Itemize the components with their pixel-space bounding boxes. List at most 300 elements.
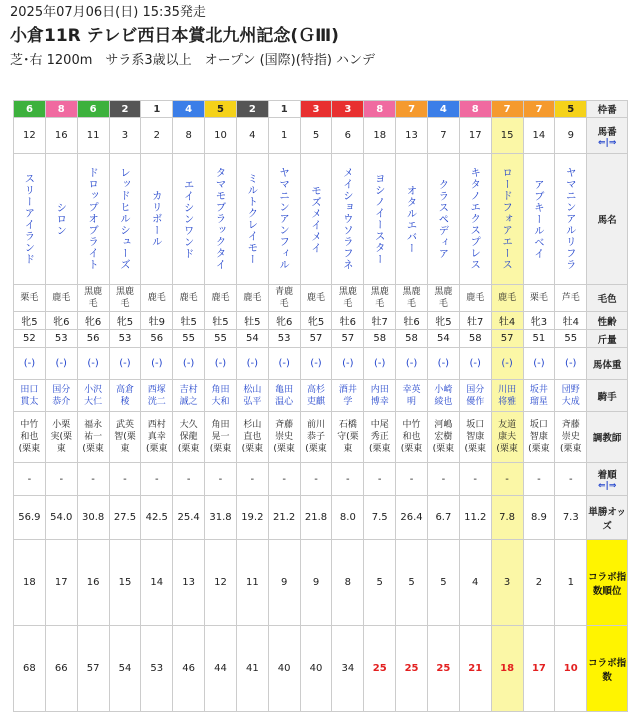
trainer-name: 友道康夫(栗東 xyxy=(496,420,518,454)
jockey-link[interactable]: 角田大和 xyxy=(211,384,230,407)
finish-value: - xyxy=(186,473,191,485)
cell-name[interactable] xyxy=(268,154,300,285)
index-value: 18 xyxy=(500,663,515,674)
row-label-text: 馬体重 xyxy=(592,359,622,371)
cell-sexage xyxy=(396,312,428,330)
umaban-value: 8 xyxy=(185,130,192,141)
trainer-name: 杉山直也(栗東 xyxy=(241,420,264,454)
umaban-value: 2 xyxy=(153,130,160,141)
jockey-link[interactable]: 高倉稜 xyxy=(115,384,134,407)
cell-finish xyxy=(141,463,173,496)
weight-value: 57 xyxy=(309,333,323,344)
cell-umaban xyxy=(459,118,491,154)
cell-finish xyxy=(268,463,300,496)
cell-odds xyxy=(205,496,237,540)
weight-value: 58 xyxy=(373,333,387,344)
index-value: 25 xyxy=(404,663,419,674)
cell-bw xyxy=(77,348,109,380)
cell-weight xyxy=(523,330,555,348)
cell-coat xyxy=(364,285,396,312)
cell-name[interactable] xyxy=(45,154,77,285)
horse-name-link[interactable]: ミルトクレイモー xyxy=(246,173,259,265)
cell-trainer xyxy=(364,412,396,463)
cell-umaban xyxy=(268,118,300,154)
sexage-value: 牡9 xyxy=(148,317,165,328)
finish-value: - xyxy=(154,473,159,485)
cell-name[interactable] xyxy=(491,154,523,285)
row-label-text: 馬番 xyxy=(597,126,617,138)
cell-name[interactable] xyxy=(173,154,205,285)
cell-name[interactable] xyxy=(364,154,396,285)
jockey-link[interactable]: 幸英明 xyxy=(402,384,421,407)
cell-bw xyxy=(396,348,428,380)
cell-odds xyxy=(14,496,46,540)
weight-value: 55 xyxy=(214,333,227,344)
body-weight-value: (-) xyxy=(533,358,545,369)
cell-jockey[interactable] xyxy=(427,380,459,412)
trainer-name: 斉藤崇史(栗東 xyxy=(560,420,582,454)
cell-finish xyxy=(364,463,396,496)
row-label-text: 調教師 xyxy=(592,433,622,444)
sexage-value: 牝6 xyxy=(84,317,102,328)
jockey-link[interactable]: 国分優作 xyxy=(466,384,485,407)
cell-index xyxy=(268,626,300,712)
finish-value: - xyxy=(377,473,382,485)
horse-name-link[interactable]: ロードフォアエース xyxy=(501,167,514,271)
cell-sexage xyxy=(300,312,332,330)
cell-coat xyxy=(45,285,77,312)
cell-name[interactable] xyxy=(14,154,46,285)
row-odds xyxy=(14,496,628,540)
cell-jockey[interactable] xyxy=(205,380,237,412)
cell-name[interactable] xyxy=(77,154,109,285)
cell-odds xyxy=(523,496,555,540)
cell-odds xyxy=(141,496,173,540)
horse-name-link[interactable]: タマモブラックタイ xyxy=(214,167,227,271)
cell-coat xyxy=(236,285,268,312)
odds-value: 19.2 xyxy=(241,512,264,523)
cell-rank xyxy=(14,540,46,626)
jockey-link[interactable]: 小崎綾也 xyxy=(434,384,453,407)
cell-waku: 7 xyxy=(491,101,523,118)
cell-jockey[interactable] xyxy=(491,380,523,412)
cell-sexage xyxy=(205,312,237,330)
umaban-value: 7 xyxy=(440,130,447,141)
cell-coat xyxy=(491,285,523,312)
cell-odds xyxy=(364,496,396,540)
cell-jockey[interactable] xyxy=(236,380,268,412)
cell-finish xyxy=(427,463,459,496)
finish-value: - xyxy=(441,473,446,485)
cell-waku: 7 xyxy=(523,101,555,118)
finish-value: - xyxy=(314,473,318,485)
rank-value: 17 xyxy=(54,577,68,588)
cell-sexage xyxy=(268,312,300,330)
cell-umaban xyxy=(555,118,587,154)
cell-jockey[interactable] xyxy=(173,380,205,412)
cell-jockey[interactable] xyxy=(141,380,173,412)
body-weight-value: (-) xyxy=(55,358,67,369)
cell-bw xyxy=(141,348,173,380)
umaban-value: 4 xyxy=(249,130,256,141)
cell-finish xyxy=(109,463,141,496)
rank-value: 12 xyxy=(214,577,227,588)
cell-trainer xyxy=(205,412,237,463)
cell-name[interactable] xyxy=(555,154,587,285)
cell-jockey[interactable] xyxy=(300,380,332,412)
entries-table xyxy=(13,100,628,712)
cell-jockey[interactable] xyxy=(268,380,300,412)
cell-finish xyxy=(300,463,332,496)
cell-jockey[interactable] xyxy=(523,380,555,412)
cell-trainer xyxy=(14,412,46,463)
horse-name-link[interactable]: シロン xyxy=(55,201,68,237)
cell-trainer xyxy=(268,412,300,463)
odds-value: 27.5 xyxy=(113,512,137,523)
horse-name-link[interactable]: ヤマニンアルリフラ xyxy=(564,167,577,271)
body-weight-value: (-) xyxy=(310,358,322,369)
trainer-name: 武英智(栗東 xyxy=(114,420,136,454)
cell-bw xyxy=(236,348,268,380)
cell-rank xyxy=(45,540,77,626)
cell-jockey[interactable] xyxy=(77,380,109,412)
cell-jockey[interactable] xyxy=(459,380,491,412)
sexage-value: 牝5 xyxy=(435,317,452,328)
cell-umaban xyxy=(427,118,459,154)
sort-arrows[interactable]: ⇐|⇒ xyxy=(598,481,617,491)
cell-rank xyxy=(396,540,428,626)
cell-bw xyxy=(173,348,205,380)
cell-weight xyxy=(396,330,428,348)
cell-index xyxy=(77,626,109,712)
index-value: 40 xyxy=(309,663,323,674)
cell-rank xyxy=(77,540,109,626)
cell-index xyxy=(491,626,523,712)
coat-color: 黒鹿毛 xyxy=(370,287,389,309)
cell-jockey[interactable] xyxy=(332,380,364,412)
cell-sexage xyxy=(14,312,46,330)
jockey-link[interactable]: 坂井瑠星 xyxy=(529,384,548,407)
cell-trainer xyxy=(173,412,205,463)
row-label-text: 馬名 xyxy=(597,215,617,226)
cell-name[interactable] xyxy=(427,154,459,285)
odds-value: 25.4 xyxy=(177,512,200,523)
weight-value: 54 xyxy=(245,333,259,344)
rank-value: 2 xyxy=(535,577,543,588)
body-weight-value: (-) xyxy=(87,358,99,369)
finish-value: - xyxy=(250,473,255,485)
cell-jockey[interactable] xyxy=(555,380,587,412)
horse-name-link[interactable]: メイショウソラフネ xyxy=(341,167,354,271)
sexage-value: 牡6 xyxy=(339,317,357,328)
jockey-link[interactable]: 亀田温心 xyxy=(275,384,294,407)
index-value: 25 xyxy=(372,663,387,674)
horse-name-link[interactable]: モズメイメイ xyxy=(310,184,323,254)
trainer-name: 中尾秀正(栗東 xyxy=(368,420,391,454)
cell-waku: 8 xyxy=(459,101,491,118)
coat-color: 鹿毛 xyxy=(243,293,262,303)
cell-index xyxy=(555,626,587,712)
body-weight-value: (-) xyxy=(469,358,481,369)
rank-value: 9 xyxy=(280,577,288,588)
cell-odds xyxy=(332,496,364,540)
cell-finish xyxy=(491,463,523,496)
cell-waku: 1 xyxy=(141,101,173,118)
cell-index xyxy=(109,626,141,712)
rank-value: 5 xyxy=(376,577,383,588)
sexage-value: 牡7 xyxy=(371,317,388,328)
body-weight-value: (-) xyxy=(151,358,163,369)
cell-jockey[interactable] xyxy=(364,380,396,412)
horse-name-link[interactable]: ヤマニンアンフィル xyxy=(278,167,291,271)
odds-value: 21.2 xyxy=(273,512,296,523)
body-weight-value: (-) xyxy=(373,358,386,369)
cell-sexage xyxy=(236,312,268,330)
odds-value: 7.5 xyxy=(371,512,388,523)
cell-umaban xyxy=(364,118,396,154)
coat-color: 鹿毛 xyxy=(52,293,71,303)
row-label-text: 性齢 xyxy=(597,316,617,328)
odds-value: 56.9 xyxy=(18,512,41,523)
trainer-name: 石橋守(栗東 xyxy=(337,420,359,454)
jockey-link[interactable]: 酒井学 xyxy=(338,384,357,407)
trainer-name: 小栗実(栗東 xyxy=(50,420,73,454)
trainer-name: 大久保龍(栗東 xyxy=(177,420,200,454)
row-label-text: 枠番 xyxy=(597,105,617,116)
row-name xyxy=(14,154,628,285)
cell-waku: 7 xyxy=(396,101,428,118)
cell-name[interactable] xyxy=(236,154,268,285)
umaban-value: 3 xyxy=(121,130,129,141)
coat-color: 鹿毛 xyxy=(498,293,517,303)
cell-trainer xyxy=(300,412,332,463)
sort-arrows[interactable]: ⇐|⇒ xyxy=(598,137,617,148)
row-label-umaban xyxy=(587,118,628,154)
trainer-name: 斉藤崇史(栗東 xyxy=(273,420,295,454)
finish-value: - xyxy=(123,473,127,485)
horse-name-link[interactable]: エイシンワンド xyxy=(182,178,195,260)
cell-umaban xyxy=(491,118,523,154)
cell-weight xyxy=(236,330,268,348)
coat-color: 鹿毛 xyxy=(179,293,198,303)
cell-waku: 2 xyxy=(109,101,141,118)
row-label-jockey xyxy=(587,380,628,412)
weight-value: 58 xyxy=(405,333,418,344)
jockey-link[interactable]: 松山弘平 xyxy=(243,384,262,407)
cell-name[interactable] xyxy=(109,154,141,285)
cell-waku: 6 xyxy=(14,101,46,118)
horse-name-link[interactable]: オタルエバー xyxy=(405,184,418,254)
body-weight-value: (-) xyxy=(405,358,418,369)
cell-jockey[interactable] xyxy=(109,380,141,412)
cell-rank xyxy=(141,540,173,626)
cell-sexage xyxy=(109,312,141,330)
jockey-link[interactable]: 吉村誠之 xyxy=(179,384,198,407)
row-coat xyxy=(14,285,628,312)
odds-value: 11.2 xyxy=(464,512,487,523)
cell-name[interactable] xyxy=(141,154,173,285)
cell-finish xyxy=(236,463,268,496)
cell-jockey[interactable] xyxy=(14,380,46,412)
cell-rank xyxy=(491,540,523,626)
cell-bw xyxy=(45,348,77,380)
row-weight xyxy=(14,330,628,348)
cell-rank xyxy=(109,540,141,626)
horse-name-link[interactable]: ドロップオブライト xyxy=(87,167,100,271)
cell-bw xyxy=(427,348,459,380)
sexage-value: 牡4 xyxy=(498,317,516,328)
cell-name[interactable] xyxy=(396,154,428,285)
cell-odds xyxy=(173,496,205,540)
odds-value: 30.8 xyxy=(81,512,105,523)
finish-value: - xyxy=(282,473,286,485)
cell-umaban xyxy=(205,118,237,154)
weight-value: 51 xyxy=(532,333,546,344)
cell-sexage xyxy=(45,312,77,330)
umaban-value: 11 xyxy=(86,130,100,141)
cell-weight xyxy=(109,330,141,348)
cell-finish xyxy=(459,463,491,496)
odds-value: 7.8 xyxy=(499,512,516,523)
cell-weight xyxy=(300,330,332,348)
coat-color: 黒鹿毛 xyxy=(338,287,357,309)
umaban-value: 6 xyxy=(344,130,352,141)
cell-index xyxy=(427,626,459,712)
coat-color: 栗毛 xyxy=(20,293,39,303)
cell-index xyxy=(300,626,332,712)
jockey-link[interactable]: 団野大成 xyxy=(561,384,580,407)
jockey-link[interactable]: 小沢大仁 xyxy=(84,384,103,407)
cell-trainer xyxy=(427,412,459,463)
rank-value: 5 xyxy=(440,577,447,588)
trainer-name: 福永祐一(栗東 xyxy=(82,420,104,454)
row-sexage xyxy=(14,312,628,330)
jockey-link[interactable]: 内田博幸 xyxy=(370,384,389,407)
horse-name-link[interactable]: ヨシノイースター xyxy=(373,173,386,265)
rank-value: 11 xyxy=(245,577,259,588)
cell-rank xyxy=(427,540,459,626)
jockey-link[interactable]: 高杉吏麒 xyxy=(307,384,326,407)
cell-weight xyxy=(77,330,109,348)
cell-weight xyxy=(205,330,237,348)
cell-name[interactable] xyxy=(332,154,364,285)
coat-color: 鹿毛 xyxy=(466,293,485,303)
cell-weight xyxy=(332,330,364,348)
row-label-text: 着順 xyxy=(597,470,617,481)
body-weight-value: (-) xyxy=(501,358,513,369)
cell-umaban xyxy=(236,118,268,154)
jockey-link[interactable]: 国分恭介 xyxy=(52,384,71,407)
jockey-link[interactable]: 田口貫太 xyxy=(20,384,39,407)
cell-trainer xyxy=(236,412,268,463)
cell-coat xyxy=(141,285,173,312)
horse-name-link[interactable]: スリーアイランド xyxy=(23,173,36,265)
horse-name-link[interactable]: クラスペディア xyxy=(437,178,450,260)
sexage-value: 牡5 xyxy=(180,317,197,328)
row-label-text: コラボ指数 xyxy=(588,657,627,683)
horse-name-link[interactable]: レッドヒルシューズ xyxy=(118,167,131,271)
cell-name[interactable] xyxy=(459,154,491,285)
body-weight-value: (-) xyxy=(278,358,290,369)
cell-name[interactable] xyxy=(300,154,332,285)
cell-waku: 4 xyxy=(173,101,205,118)
cell-sexage xyxy=(77,312,109,330)
cell-rank xyxy=(364,540,396,626)
cell-coat xyxy=(268,285,300,312)
finish-value: - xyxy=(409,473,414,485)
rank-value: 13 xyxy=(182,577,195,588)
cell-jockey[interactable] xyxy=(45,380,77,412)
weight-value: 55 xyxy=(182,333,195,344)
umaban-value: 5 xyxy=(312,130,320,141)
horse-name-link[interactable]: キタノエクスプレス xyxy=(469,167,482,271)
race-header xyxy=(10,4,630,70)
cell-umaban xyxy=(14,118,46,154)
row-label-finish xyxy=(587,463,628,496)
sexage-value: 牝6 xyxy=(53,317,70,328)
trainer-name: 中竹和也(栗東 xyxy=(18,420,41,454)
cell-odds xyxy=(491,496,523,540)
cell-odds xyxy=(459,496,491,540)
cell-index xyxy=(236,626,268,712)
odds-value: 8.9 xyxy=(530,512,547,523)
rank-value: 9 xyxy=(312,577,320,588)
coat-color: 栗毛 xyxy=(529,293,548,303)
cell-sexage xyxy=(459,312,491,330)
row-index xyxy=(14,626,628,712)
body-weight-value: (-) xyxy=(119,358,131,369)
body-weight-value: (-) xyxy=(565,358,577,369)
cell-name[interactable] xyxy=(523,154,555,285)
jockey-link[interactable]: 西塚洸二 xyxy=(147,384,166,407)
row-label-text: 単勝オッズ xyxy=(588,506,627,532)
cell-bw xyxy=(332,348,364,380)
sexage-value: 牡5 xyxy=(244,317,261,328)
index-value: 17 xyxy=(531,663,546,674)
cell-trainer xyxy=(555,412,587,463)
cell-index xyxy=(523,626,555,712)
cell-waku: 6 xyxy=(77,101,109,118)
cell-coat xyxy=(523,285,555,312)
cell-sexage xyxy=(427,312,459,330)
jockey-link[interactable]: 川田将雅 xyxy=(498,384,517,407)
cell-sexage xyxy=(173,312,205,330)
row-label-bw xyxy=(587,348,628,380)
weight-value: 57 xyxy=(500,333,514,344)
cell-sexage xyxy=(364,312,396,330)
cell-weight xyxy=(268,330,300,348)
cell-finish xyxy=(332,463,364,496)
trainer-name: 前川恭子(栗東 xyxy=(305,420,327,454)
cell-coat xyxy=(14,285,46,312)
cell-name[interactable] xyxy=(205,154,237,285)
cell-coat xyxy=(459,285,491,312)
cell-coat xyxy=(173,285,205,312)
cell-trainer xyxy=(77,412,109,463)
finish-value: - xyxy=(537,473,541,485)
cell-sexage xyxy=(523,312,555,330)
horse-name-link[interactable]: カリボール xyxy=(150,190,163,248)
cell-umaban xyxy=(523,118,555,154)
cell-waku: 2 xyxy=(236,101,268,118)
umaban-value: 12 xyxy=(23,130,36,141)
cell-waku: 3 xyxy=(332,101,364,118)
cell-weight xyxy=(491,330,523,348)
horse-name-link[interactable]: アブキールベイ xyxy=(532,178,545,260)
umaban-value: 10 xyxy=(214,130,227,141)
cell-jockey[interactable] xyxy=(396,380,428,412)
finish-value: - xyxy=(568,473,573,485)
